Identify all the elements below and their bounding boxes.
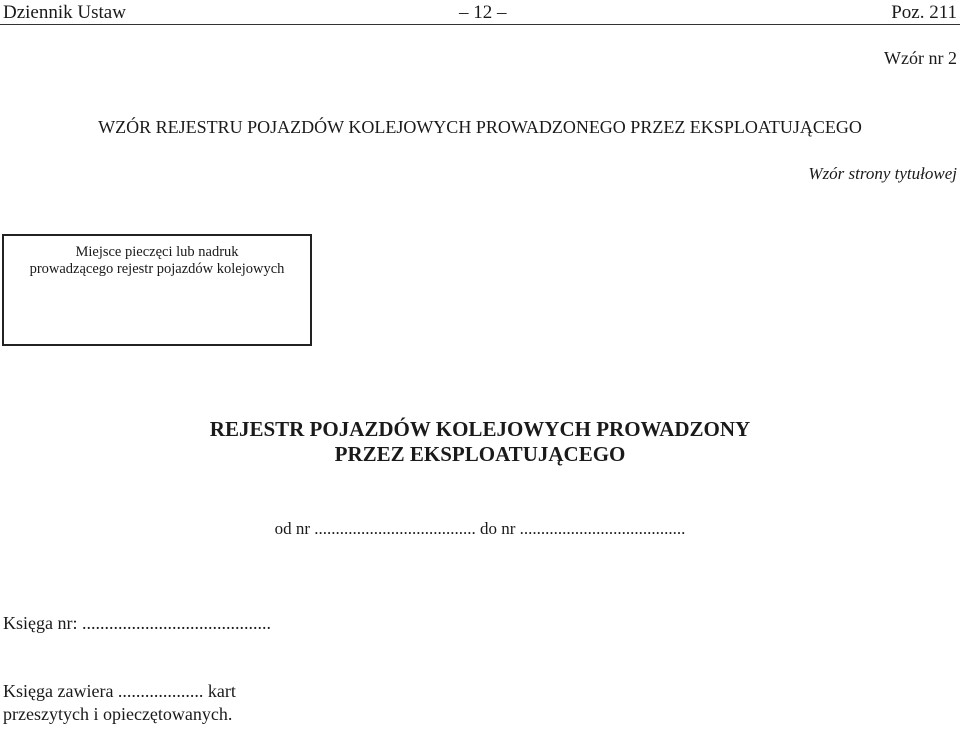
book-contents-statement — [3, 680, 236, 726]
stamp-caption-line1: Miejsce pieczęci lub nadruk — [75, 244, 239, 260]
register-title — [0, 417, 960, 467]
register-title-line1: REJESTR POJAZDÓW KOLEJOWYCH PROWADZONY — [209, 417, 751, 441]
page-number: – 12 – — [459, 2, 507, 23]
book-contents-line1: Księga zawiera ................... kart — [3, 681, 236, 701]
stamp-box-caption — [4, 244, 310, 278]
register-title-line2: PRZEZ EKSPLOATUJĄCEGO — [334, 442, 626, 466]
document-title: WZÓR REJESTRU POJAZDÓW KOLEJOWYCH PROWADZONEGO PRZEZ EKSPLOATUJĄCEGO — [98, 117, 862, 137]
stamp-box — [2, 234, 312, 346]
header-divider — [0, 24, 960, 25]
book-contents-line2: przeszytych i opieczętowanych. — [3, 704, 233, 724]
journal-name: Dziennik Ustaw — [3, 2, 126, 23]
form-label: Wzór nr 2 — [884, 48, 957, 68]
number-range-line: od nr ...................................... do nr ....................................... — [274, 519, 686, 538]
page-subtitle: Wzór strony tytułowej — [808, 164, 957, 183]
book-number-line: Księga nr: .......................................... — [3, 613, 271, 633]
position-number: Poz. 211 — [891, 2, 957, 23]
stamp-caption-line2: prowadzącego rejestr pojazdów kolejowych — [29, 261, 285, 277]
